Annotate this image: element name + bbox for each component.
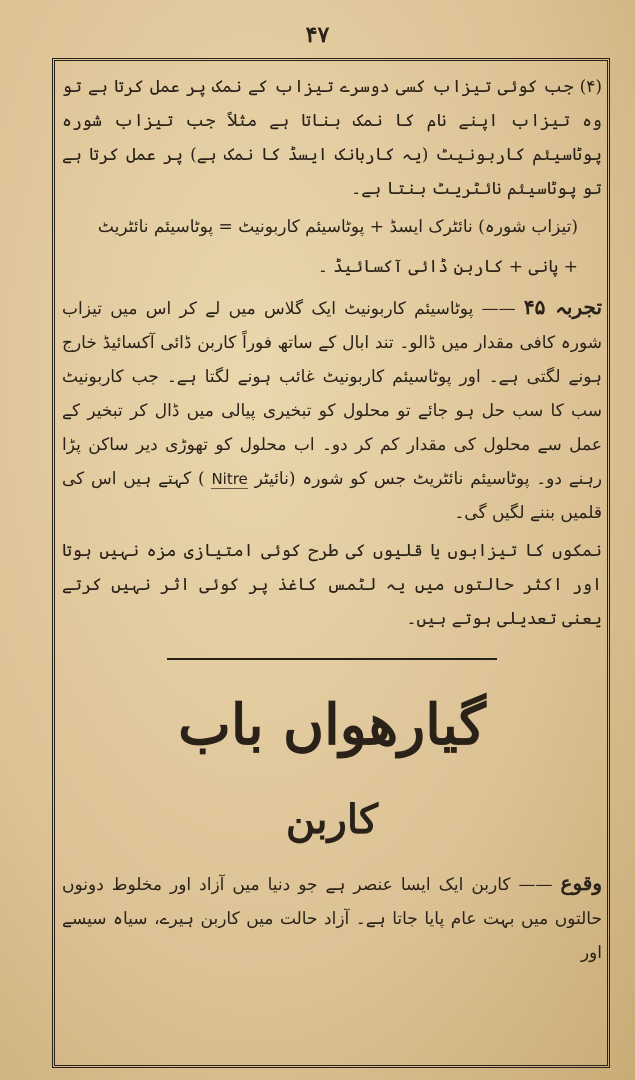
experiment-label: تجربہ ۴۵ — [523, 295, 603, 319]
page-number: ۴۷ — [305, 22, 330, 48]
experiment-text-end: ) کہتے ہیں اس کی قلمیں بننے لگیں گی۔ — [62, 469, 602, 523]
chapter-subtitle: کاربن — [285, 796, 379, 843]
paragraph-experiment — [62, 290, 602, 530]
occurrence-label: وقوع — [560, 871, 602, 895]
equation-line-2: + پانی + کاربن ڈائی آکسائیڈ ۔ — [317, 257, 578, 277]
paragraph-acid-salt: (۴) جب کوئی تیزاب کسی دوسرے تیزاب کے نمک پر عمل کرتا ہے تو وہ تیزاب اپنے نام کا نمک بناتا ہے مثلاً جب تیزاب شورہ پوٹاسیئم کاربونیٹ (یہ کاربانک ایسڈ کا نمک ہے) پر عمل کرتا ہے تو پوٹاسیئم نائٹریٹ بنتا ہے۔ — [62, 77, 602, 199]
experiment-text: —— پوٹاسیئم کاربونیٹ ایک گلاس میں لے کر اس میں تیزاب شورہ کافی مقدار میں ڈالو۔ تند ابال کے ساتھ فوراً کاربن ڈائی آکسائیڈ خارج ہونے لگتی ہے۔ اور پوٹاسیئم کاربونیٹ غائب ہونے لگتا ہے۔ جب کاربونیٹ سب کا سب حل ہو جائے تو محلول کو تبخیری پیالی میں ڈال کر تبخیر کے عمل سے محلول کی مقدار کم کر دو۔ اب محلول کو تھوڑی دیر ساکن پڑا رہنے دو۔ پوٹاسیئم نائٹریٹ جس کو شورہ (نائیٹر — [62, 299, 602, 489]
equation-line-1: (تیزاب شورہ) نائٹرک ایسڈ + پوٹاسیئم کاربونیٹ = پوٹاسیئم نائٹریٹ — [97, 217, 578, 237]
page-content — [62, 70, 602, 1070]
paragraph-occurrence — [62, 866, 602, 970]
nitre-term: Nitre — [211, 470, 248, 488]
chapter-title: گیارھواں باب — [178, 692, 486, 758]
section-divider — [167, 658, 497, 660]
paragraph-salts-taste: نمکوں کا تیزابوں یا قلیوں کی طرح کوئی امتیازی مزہ نہیں ہوتا اور اکثر حالتوں میں یہ لٹمس کاغذ پر کوئی اثر نہیں کرتے یعنی تعدیلی ہوتے ہیں۔ — [62, 541, 602, 629]
occurrence-text: —— کاربن ایک ایسا عنصر ہے جو دنیا میں آزاد اور مخلوط دونوں حالتوں میں بہت عام پایا جاتا ہے۔ آزاد حالت میں کاربن ہیرے، سیاہ سیسے اور — [62, 875, 602, 963]
